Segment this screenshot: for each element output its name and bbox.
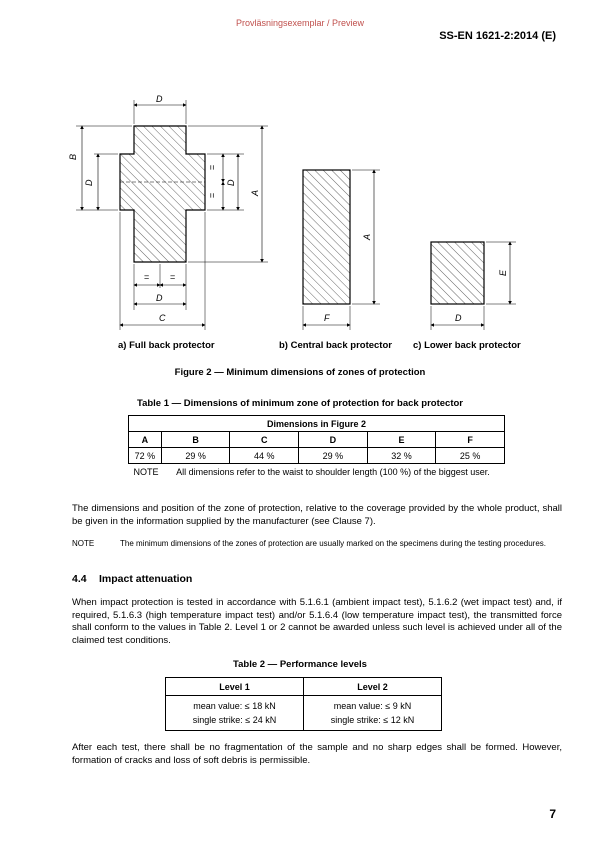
full-back-protector-shape bbox=[120, 126, 205, 262]
paragraph-after-test: After each test, there shall be no fragmentation of the sample and no sharp edges shall be formed. However, formation of cracks and loss of soft debris is permissible. bbox=[72, 742, 562, 766]
table2-title: Table 2 — Performance levels bbox=[233, 659, 367, 670]
table1-cell: 44 % bbox=[230, 448, 299, 464]
section-heading bbox=[72, 573, 192, 585]
table1-header: B bbox=[161, 432, 230, 448]
table2-cell: mean value: ≤ 18 kN bbox=[166, 696, 304, 714]
dim-label-d-bottom: D bbox=[156, 293, 163, 303]
dim-label-d-right: D bbox=[226, 179, 236, 186]
table1-group-header: Dimensions in Figure 2 bbox=[129, 416, 505, 432]
dim-label-e: E bbox=[498, 269, 508, 276]
dim-label-a-central: A bbox=[362, 233, 372, 240]
table1-title: Table 1 — Dimensions of minimum zone of protection for back protector bbox=[136, 398, 464, 409]
dim-label-c: C bbox=[159, 313, 166, 323]
dim-label-eq-4: = bbox=[170, 272, 176, 282]
figure-2 bbox=[58, 92, 538, 342]
table1-header: C bbox=[230, 432, 299, 448]
central-back-protector-shape bbox=[303, 170, 350, 304]
section-number: 4.4 bbox=[72, 573, 87, 585]
dim-label-b: B bbox=[68, 153, 78, 160]
table1-header: F bbox=[436, 432, 505, 448]
dim-label-a-full: A bbox=[250, 189, 260, 196]
dim-label-d-left: D bbox=[84, 179, 94, 186]
table1-header: E bbox=[367, 432, 436, 448]
dim-label-d-lower: D bbox=[455, 313, 462, 323]
note-label: NOTE bbox=[72, 539, 95, 548]
section-title: Impact attenuation bbox=[99, 573, 193, 585]
dim-label-f: F bbox=[324, 313, 330, 323]
page-number: 7 bbox=[549, 807, 556, 821]
table1-cell: 32 % bbox=[367, 448, 436, 464]
caption-central-back: b) Central back protector bbox=[279, 340, 392, 351]
table1-header: D bbox=[299, 432, 368, 448]
table1 bbox=[128, 415, 505, 479]
table1-cell: 29 % bbox=[161, 448, 230, 464]
table2-cell: single strike: ≤ 12 kN bbox=[304, 713, 442, 731]
table2-cell: mean value: ≤ 9 kN bbox=[304, 696, 442, 714]
table1-note-label: NOTE bbox=[129, 464, 162, 480]
table1-header: A bbox=[129, 432, 162, 448]
table1-cell: 72 % bbox=[129, 448, 162, 464]
dim-label-d-top: D bbox=[156, 94, 163, 104]
table1-note-text: All dimensions refer to the waist to shoulder length (100 %) of the biggest user. bbox=[161, 464, 504, 480]
figure-title: Figure 2 — Minimum dimensions of zones of protection bbox=[174, 367, 426, 378]
dim-label-eq-1: = bbox=[207, 164, 217, 170]
table2-header: Level 1 bbox=[166, 678, 304, 696]
paragraph-dimensions: The dimensions and position of the zone of protection, relative to the coverage provided by the whole product, shall be given in the information supplied by the manufacturer (see Clause 7). bbox=[72, 503, 562, 527]
table2 bbox=[165, 677, 442, 731]
table2-cell: single strike: ≤ 24 kN bbox=[166, 713, 304, 731]
table2-header: Level 2 bbox=[304, 678, 442, 696]
dim-label-eq-2: = bbox=[207, 192, 217, 198]
caption-lower-back: c) Lower back protector bbox=[413, 340, 521, 351]
note-minimum-dimensions bbox=[72, 539, 562, 550]
watermark: Provläsningsexemplar / Preview bbox=[235, 18, 365, 28]
paragraph-impact: When impact protection is tested in accordance with 5.1.6.1 (ambient impact test), 5.1.6.2 (wet impact test) and, if required, 5.1.6.3 (high temperature impact test) and/or 5.1.6.4 (low temperature impact test), the transmitted force shall conform to the values in Table 2. Level 1 or 2 cannot be awarded unless such level is achieved under all of the claimed test conditions. bbox=[72, 597, 562, 646]
standard-id: SS-EN 1621-2:2014 (E) bbox=[439, 30, 556, 42]
dim-label-eq-3: = bbox=[144, 272, 150, 282]
lower-back-protector-shape bbox=[431, 242, 484, 304]
note-text: The minimum dimensions of the zones of protection are usually marked on the specimens during the testing procedures. bbox=[120, 539, 546, 548]
table1-cell: 29 % bbox=[299, 448, 368, 464]
table1-cell: 25 % bbox=[436, 448, 505, 464]
caption-full-back: a) Full back protector bbox=[118, 340, 215, 351]
